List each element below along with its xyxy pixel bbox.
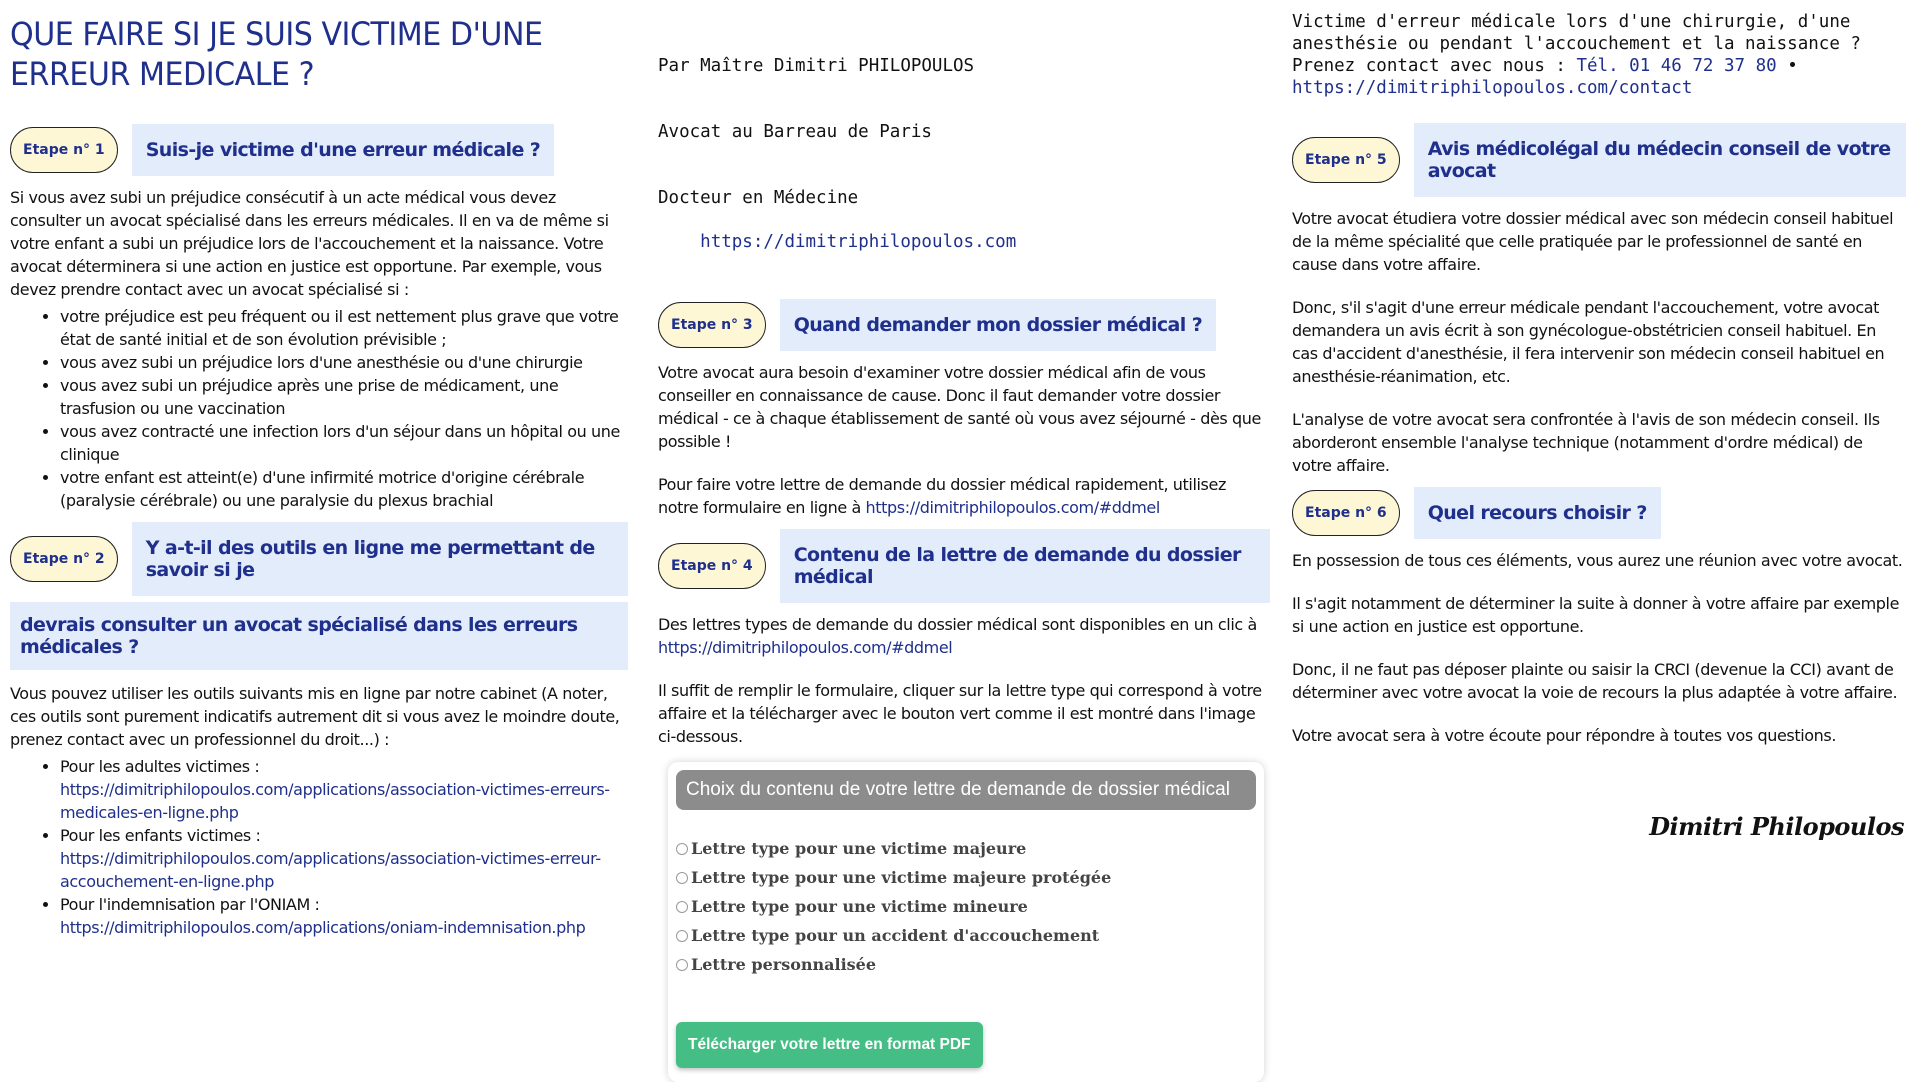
tool-link[interactable]: https://dimitriphilopoulos.com/applications/association-victimes-erreur-accouchement-en-ligne.php [60,849,601,891]
contact-separator: • [1776,56,1809,76]
option-label: Lettre type pour une victime majeure [691,839,1027,858]
step-4-title: Contenu de la lettre de demande du dossier médical [780,529,1270,603]
option-label: Lettre personnalisée [691,955,877,974]
list-item: • vous avez subi un préjudice lors d'une anesthésie ou d'une chirurgie [60,351,628,374]
step-1-header [10,124,628,176]
author-block [658,11,1270,275]
contact-phone[interactable]: Tél. 01 46 72 37 80 [1576,56,1777,76]
step-2-header [10,522,628,596]
form-option[interactable] [676,950,1256,979]
tool-label: Pour les enfants victimes : [60,826,261,845]
step-6-paragraph-1: En possession de tous ces éléments, vous aurez une réunion avec votre avocat. [1292,551,1903,570]
step-4-paragraph-1 [658,613,1270,659]
step-1-title: Suis-je victime d'une erreur médicale ? [132,124,555,176]
step-1-list [10,305,628,512]
step-4-header [658,529,1270,603]
step-3-header [658,299,1270,351]
step-3-p2-text: Pour faire votre lettre de demande du dossier médical rapidement, utilisez notre formulaire en ligne à [658,475,1226,517]
list-item [60,824,628,893]
step-6-title: Quel recours choisir ? [1414,487,1661,539]
form-option[interactable] [676,834,1256,863]
step-3-badge: Etape n° 3 [658,302,766,348]
form-options [676,834,1256,979]
author-degree: Docteur en Médecine [658,188,859,208]
letter-form-preview [668,762,1264,1082]
step-5-paragraph-1: Votre avocat étudiera votre dossier médical avec son médecin conseil habituel de la même spécialité que celle pratiquée par le professionnel de santé en cause dans votre affaire. [1292,209,1894,274]
step-3-paragraph-1: Votre avocat aura besoin d'examiner votre dossier médical afin de vous conseiller en connaissance de cause. Donc il faut demander votre dossier médical - ce à chaque établissement de santé où vous avez séjourné - dès que possible ! [658,363,1261,451]
list-item [60,755,628,824]
step-6-badge: Etape n° 6 [1292,490,1400,536]
step-6-header [1292,487,1906,539]
signature: Dimitri Philopoulos [1649,812,1904,841]
form-option[interactable] [676,863,1256,892]
list-item: • votre enfant est atteint(e) d'une infirmité motrice d'origine cérébrale (paralysie cérébrale) ou une paralysie du plexus brachial [60,466,628,512]
step-5-paragraph-2: Donc, s'il s'agit d'une erreur médicale pendant l'accouchement, votre avocat demandera un avis écrit à son gynécologue-obstétricien conseil habituel. En cas d'accident d'anesthésie, il fera intervenir son médecin conseil habituel en anesthésie-réanimation, etc. [1292,298,1885,386]
list-item: • votre préjudice est peu fréquent ou il est nettement plus grave que votre état de santé initial et de son évolution prévisible ; [60,305,628,351]
step-2-title-line-1: Y a-t-il des outils en ligne me permettant de savoir si je [132,522,628,596]
step-6-paragraph-4: Votre avocat sera à votre écoute pour répondre à toutes vos questions. [1292,726,1837,745]
list-item: • vous avez contracté une infection lors d'un séjour dans un hôpital ou une clinique [60,420,628,466]
tool-label: Pour l'indemnisation par l'ONIAM : [60,895,320,914]
step-1-intro: Si vous avez subi un préjudice consécutif à un acte médical vous devez consulter un avocat spécialisé dans les erreurs médicales. Il en va de même si votre enfant a subi un préjudice lors de l'accouchement et la naissance. Votre avocat déterminera si une action en justice est opportune. Par exemple, vous devez prendre contact avec un avocat spécialisé si : [10,188,609,299]
step-5-header [1292,123,1906,197]
step-4-p1-text: Des lettres types de demande du dossier médical sont disponibles en un clic à [658,615,1257,634]
step-5-title: Avis médicolégal du médecin conseil de votre avocat [1414,123,1906,197]
ddmel-link[interactable]: https://dimitriphilopoulos.com/#ddmel [865,498,1160,517]
step-2-title-line-2: devrais consulter un avocat spécialisé dans les erreurs médicales ? [10,602,628,670]
step-4-paragraph-2: Il suffit de remplir le formulaire, cliquer sur la lettre type qui correspond à votre affaire et la télécharger avec le bouton vert comme il est montré dans l'image ci-dessous. [658,681,1262,746]
form-header: Choix du contenu de votre lettre de demande de dossier médical [676,770,1256,810]
option-label: Lettre type pour une victime mineure [691,897,1028,916]
step-2-badge: Etape n° 2 [10,536,118,582]
radio-button[interactable] [676,930,688,942]
option-label: Lettre type pour une victime majeure protégée [691,868,1112,887]
step-2-tools-list [10,755,628,939]
tool-label: Pour les adultes victimes : [60,757,260,776]
radio-button[interactable] [676,843,688,855]
step-1-badge: Etape n° 1 [10,127,118,173]
list-item: • vous avez subi un préjudice après une prise de médicament, une trasfusion ou une vaccination [60,374,628,420]
contact-block [1292,11,1906,99]
list-item [60,893,628,939]
step-3-title: Quand demander mon dossier médical ? [780,299,1216,351]
page-title: QUE FAIRE SI JE SUIS VICTIME D'UNE ERREUR MEDICALE ? [10,15,543,93]
step-2-intro: Vous pouvez utiliser les outils suivants mis en ligne par notre cabinet (A noter, ces outils sont purement indicatifs autrement dit si vous avez le moindre doute, prenez contact avec un professionnel du droit...) : [10,684,620,749]
radio-button[interactable] [676,959,688,971]
column-2 [658,0,1270,1082]
download-pdf-button[interactable]: Télécharger votre lettre en format PDF [676,1022,983,1068]
step-5-paragraph-3: L'analyse de votre avocat sera confrontée à l'avis de son médecin conseil. Ils aborderont ensemble l'analyse technique (notamment d'ordre médical) de votre affaire. [1292,410,1880,475]
step-5-badge: Etape n° 5 [1292,137,1400,183]
contact-link[interactable]: https://dimitriphilopoulos.com/contact [1292,78,1693,98]
form-option[interactable] [676,892,1256,921]
tool-link[interactable]: https://dimitriphilopoulos.com/applications/oniam-indemnisation.php [60,918,586,937]
form-option[interactable] [676,921,1256,950]
author-title: Avocat au Barreau de Paris [658,122,932,142]
option-label: Lettre type pour un accident d'accouchement [691,926,1100,945]
step-6-paragraph-3: Donc, il ne faut pas déposer plainte ou saisir la CRCI (devenue la CCI) avant de déterminer avec votre avocat la voie de recours la plus adaptée à votre affaire. [1292,660,1898,702]
radio-button[interactable] [676,872,688,884]
ddmel-link[interactable]: https://dimitriphilopoulos.com/#ddmel [658,638,953,657]
column-1 [10,0,628,949]
author-name: Par Maître Dimitri PHILOPOULOS [658,56,975,76]
step-3-paragraph-2 [658,473,1270,519]
step-6-paragraph-2: Il s'agit notamment de déterminer la suite à donner à votre affaire par exemple si une action en justice est opportune. [1292,594,1900,636]
column-3 [1292,0,1906,767]
radio-button[interactable] [676,901,688,913]
tool-link[interactable]: https://dimitriphilopoulos.com/applications/association-victimes-erreurs-medicales-en-ligne.php [60,780,610,822]
contact-text: Victime d'erreur médicale lors d'une chirurgie, d'une anesthésie ou pendant l'accouchement et la naissance ? Prenez contact avec nous : [1292,12,1872,76]
author-website-link[interactable]: https://dimitriphilopoulos.com [700,232,1017,252]
step-4-badge: Etape n° 4 [658,543,766,589]
